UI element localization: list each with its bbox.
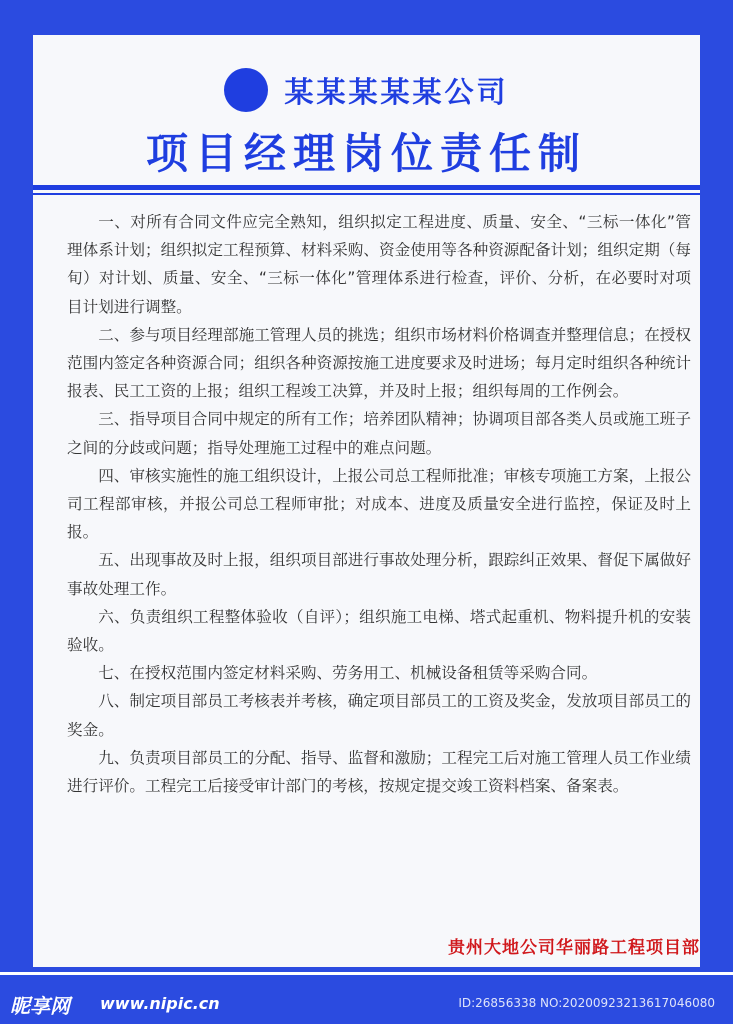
watermark-brand: 昵享网 xyxy=(10,994,70,1018)
watermark-url: www.nipic.cn xyxy=(100,994,220,1013)
paragraph-1: 一、对所有合同文件应完全熟知，组织拟定工程进度、质量、安全、“三标一体化”管理体系计划；组织拟定工程预算、材料采购、资金使用等各种资源配备计划；组织定期（每旬）对计划、质量、安全、“三标一体化”管理体系进行检查，评价、分析，在必要时对项目计划进行调整。 xyxy=(67,213,691,316)
paragraph-2: 二、参与项目经理部施工管理人员的挑选；组织市场材料价格调查并整理信息；在授权范围内签定各种资源合同；组织各种资源按施工进度要求及时进场；每月定时组织各种统计报表、民工工资的上报；组织工程竣工决算，并及时上报；组织每周的工作例会。 xyxy=(67,325,691,401)
company-row xyxy=(33,68,700,112)
paragraph-5: 五、出现事故及时上报，组织项目部进行事故处理分析，跟踪纠正效果、督促下属做好事故处理工作。 xyxy=(67,551,691,598)
paragraph-3: 三、指导项目合同中规定的所有工作；培养团队精神；协调项目部各类人员或施工班子之间的分歧或问题；指导处理施工过程中的难点问题。 xyxy=(67,410,691,457)
document-panel xyxy=(33,35,700,967)
page-title: 项目经理岗位责任制 xyxy=(145,129,587,178)
header-divider-thick xyxy=(33,185,700,190)
signature: 贵州大地公司华丽路工程项目部 xyxy=(448,938,700,958)
paragraph-8: 八、制定项目部员工考核表并考核，确定项目部员工的工资及奖金，发放项目部员工的奖金。 xyxy=(67,692,691,739)
footer-divider xyxy=(0,972,733,975)
paragraph-6: 六、负责组织工程整体验收（自评）；组织施工电梯、塔式起重机、物料提升机的安装验收。 xyxy=(67,607,691,655)
paragraph-4: 四、审核实施性的施工组织设计，上报公司总工程师批准；审核专项施工方案，上报公司工程部审核，并报公司总工程师审批；对成本、进度及质量安全进行监控，保证及时上报。 xyxy=(67,466,691,542)
responsibilities-list xyxy=(67,208,691,800)
company-name: 某某某某某公司 xyxy=(284,74,509,109)
header-divider-thin xyxy=(33,193,700,195)
document-header xyxy=(33,35,700,190)
paragraph-7: 七、在授权范围内签定材料采购、劳务用工、机械设备租赁等采购合同。 xyxy=(98,664,598,683)
company-logo-icon xyxy=(224,68,268,112)
watermark-id: ID:26856338 NO:20200923213617046080 xyxy=(458,996,715,1010)
paragraph-9: 九、负责项目部员工的分配、指导、监督和激励；工程完工后对施工管理人员工作业绩进行评价。工程完工后接受审计部门的考核，按规定提交竣工资料档案、备案表。 xyxy=(67,748,691,796)
